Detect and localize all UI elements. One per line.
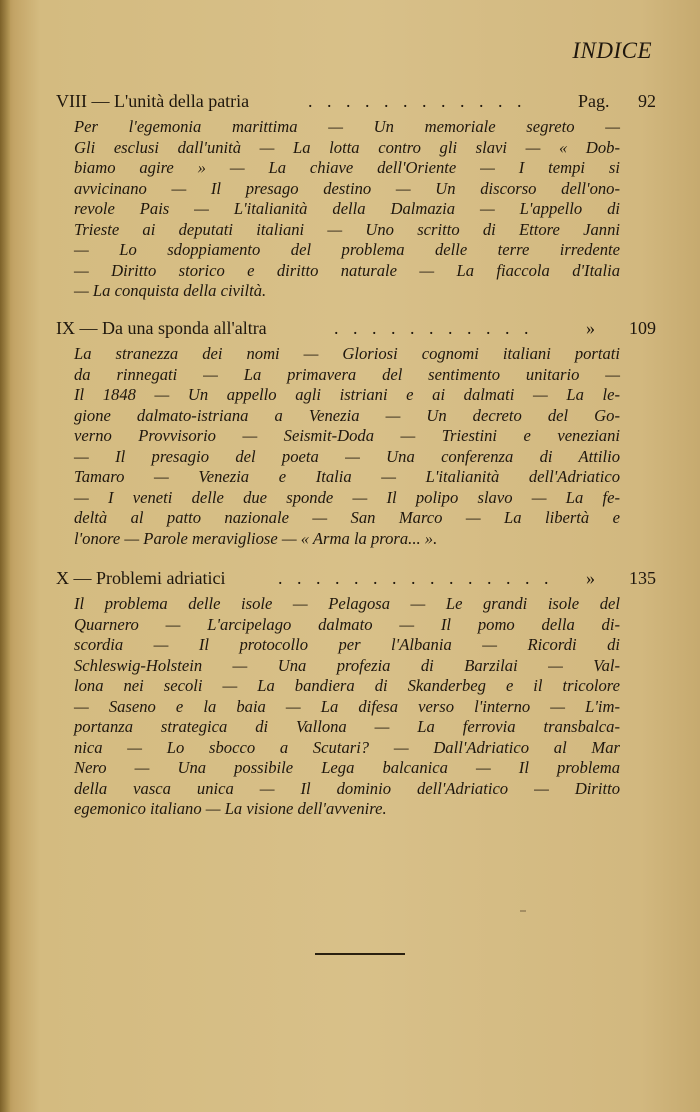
summary-line: Nero — Una possibile Lega balcanica — Il problema (74, 758, 620, 777)
toc-entry-title: IX — Da una sponda all'altra (56, 318, 267, 338)
toc-entry-line (56, 89, 656, 113)
toc-page-number: 135 (629, 568, 656, 588)
toc-summary (74, 594, 620, 820)
summary-line: scordia — Il protocollo per l'Albania — Ricordi di (74, 635, 620, 654)
toc-entry-line (56, 566, 656, 590)
summary-line: deltà al patto nazionale — San Marco — La libertà e (74, 508, 620, 527)
summary-line: La stranezza dei nomi — Gloriosi cognomi italiani portati (74, 344, 620, 363)
summary-line: egemonico italiano — La visione dell'avvenire. (74, 799, 387, 818)
toc-leader-dots: . . . . . . . . . . . (334, 318, 534, 338)
toc-entry-title: X — Problemi adriatici (56, 568, 226, 588)
summary-line: portanza strategica di Vallona — La ferrovia transbalca- (74, 717, 620, 736)
toc-leader-dots: . . . . . . . . . . . . (308, 91, 527, 111)
toc-page-number: 109 (629, 318, 656, 338)
toc-entry (56, 89, 656, 302)
toc-summary (74, 344, 620, 549)
toc-entry (56, 566, 656, 820)
toc-entry-line (56, 316, 656, 340)
summary-line: Il 1848 — Un appello agli istriani e ai dalmati — La le- (74, 385, 620, 404)
summary-line: — La conquista della civiltà. (74, 281, 267, 300)
end-rule-divider (315, 953, 405, 955)
summary-line: avvicinano — Il presago destino — Un discorso dell'ono- (74, 178, 620, 198)
summary-line: — I veneti delle due sponde — Il polipo slavo — La fe- (74, 487, 620, 507)
toc-entry-title: VIII — L'unità della patria (56, 91, 250, 111)
toc-summary (74, 117, 620, 302)
toc-entry (56, 316, 656, 549)
summary-line: Quarnero — L'arcipelago dalmato — Il pomo della di- (74, 614, 620, 634)
summary-line: — Diritto storico e diritto naturale — La fiaccola d'Italia (74, 260, 620, 280)
summary-line: da rinnegati — La primavera del sentimento unitario — (74, 364, 620, 384)
summary-line: Il problema delle isole — Pelagosa — Le grandi isole del (74, 594, 620, 613)
summary-line: lona nei secoli — La bandiera di Skanderbeg e il tricolore (74, 676, 620, 695)
summary-line: l'onore — Parole meravigliose — « Arma la prora... ». (74, 528, 438, 548)
summary-line: Tamaro — Venezia e Italia — L'italianità dell'Adriatico (74, 467, 620, 486)
summary-line: biamo agire » — La chiave dell'Oriente — I tempi si (74, 158, 620, 177)
toc-page-prefix: Pag. (578, 91, 610, 111)
summary-line: revole Pais — L'italianità della Dalmazia — L'appello di (74, 199, 620, 218)
toc-leader-dots: . . . . . . . . . . . . . . . (278, 568, 554, 588)
summary-line: gione dalmato-istriana a Venezia — Un decreto del Go- (74, 405, 620, 425)
summary-line: Gli esclusi dall'unità — La lotta contro gli slavi — « Dob- (74, 137, 620, 157)
summary-line: nica — Lo sbocco a Scutari? — Dall'Adriatico al Mar (74, 737, 620, 757)
page-header: INDICE (572, 38, 652, 63)
paper-speck (520, 910, 526, 912)
summary-line: Per l'egemonia marittima — Un memoriale segreto — (74, 117, 620, 136)
summary-line: della vasca unica — Il dominio dell'Adriatico — Diritto (74, 778, 620, 798)
toc-page-prefix: » (586, 318, 595, 338)
summary-line: Trieste ai deputati italiani — Uno scritto di Ettore Janni (74, 219, 620, 239)
summary-line: — Lo sdoppiamento del problema delle terre irredente (74, 240, 620, 259)
toc-page-number: 92 (638, 91, 656, 111)
page-binding-edge (0, 0, 10, 1112)
summary-line: verno Provvisorio — Seismit-Doda — Triestini e veneziani (74, 426, 620, 445)
summary-line: — Saseno e la baia — La difesa verso l'interno — L'im- (74, 696, 620, 716)
summary-line: Schleswig-Holstein — Una profezia di Barzilai — Val- (74, 655, 620, 675)
summary-line: — Il presagio del poeta — Una conferenza di Attilio (74, 446, 620, 466)
toc-page-prefix: » (586, 568, 595, 588)
